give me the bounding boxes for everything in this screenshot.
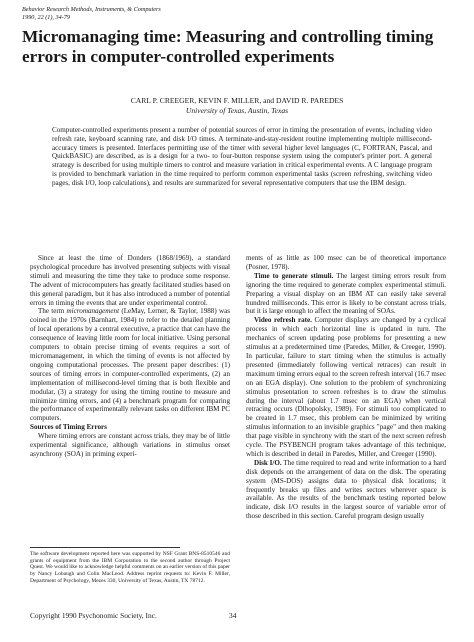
micromanagement-paragraph (30, 307, 230, 423)
journal-name: Behavior Research Methods, Instruments, & Computers (22, 6, 161, 13)
abstract: Computer-controlled experiments present a number of potential sources of error in timing the presentation of events, including video refresh rate, keyboard scanning rate, and disk I/O times. A terminate-and-stay-resident routine implementing multiple millisecond-accuracy timers is presented. Interfaces permitting use of the timer with several higher level languages (C, FORTRAN, Pascal, and QuickBASIC) are described, as is a design for a two- to four-button response system using the computer's printer port. A general strategy is described for using multiple timers to control and measure variation in critical experimental events. A C language program is provided to benchmark variation in the time required to perform common experimental tasks (screen refreshing, switching video pages, disk I/O, loop calculations), and results are summarized for several representative computers that use the IBM design. (52, 126, 432, 187)
paragraph-text: The term (38, 307, 67, 316)
paragraph-text: Computer displays are changed by a cyclical process in which each horizontal line is updated in turn. The mechanics of screen updating pose problems for presenting a new stimulus at a predetermined time (Paredes, Miller, & Creeger, 1990). In particular, failure to start timing when the stimulus is actually presented (immediately following vertical retraces) can result in maximum timing errors equal to the screen refresh interval (16.7 msec on an EGA display). One solution to the problem of synchronizing stimulus presentation to screen refreshes is to draw the stimulus during the interval (about 1.7 msec on an EGA) when vertical retracing occurs (Dlhopolsky, 1989). For stimuli too complicated to be created in 1.7 msec, this problem can be minimized by writing stimulus information to an invisible graphics "page" and then making that page visible in synchrony with the start of the next screen refresh cycle. The PSYBENCH program takes advantage of this technique, which is described in detail in Paredes, Miller, and Creeger (1990). (246, 316, 446, 458)
run-in-heading: Disk I/O. (254, 458, 282, 467)
stimuli-paragraph (246, 272, 446, 317)
run-in-heading: Video refresh rate. (254, 316, 312, 325)
run-in-heading: Time to generate stimuli. (254, 271, 334, 280)
refresh-paragraph (246, 316, 446, 459)
section-heading: Sources of Timing Errors (30, 423, 107, 432)
page-number: 34 (229, 611, 237, 620)
paragraph-text: The time required to read and write information to a hard disk depends on the arrangement of data on the disk. The operating system (MS-DOS) assigns data to physical disk locations; it frequently breaks up files and writes sectors wherever space is available. As the results of the benchmark testing reported below indicate, disk I/O results in the largest source of variable error of those described in this section. Careful program design usually (246, 458, 446, 521)
body-column-left (30, 254, 230, 459)
disk-io-paragraph (246, 459, 446, 521)
continued-paragraph: ments of as little as 100 msec can be of theoretical importance (Posner, 1978). (246, 254, 446, 271)
journal-volume: 1990, 22 (1), 34-79 (22, 13, 70, 21)
defined-term: micromanagement (66, 307, 120, 316)
timing-errors-paragraph: Where timing errors are constant across trials, they may be of little experimental significance, although variations in stimulus onset asynchrony (SOA) in priming experi- (30, 432, 230, 458)
author-affiliation: University of Texas, Austin, Texas (185, 106, 289, 115)
footnote: The software development reported here was supported by NSF Grant BNS-8510546 and grants of equipment from the IBM Corporation to the second author through Project Quest. We would like to acknowledge helpful comments on an earlier version of this paper by Nancy Lobaugh and Colin MacLeod. Address reprint requests to: Kevin F. Miller, Department of Psychology, Mezes 330, University of Texas, Austin, TX 78712. (30, 551, 230, 584)
intro-paragraph: Since at least the time of Donders (1868/1969), a standard psychological procedure has involved presenting subjects with visual stimuli and measuring the time they take to produce some response. The advent of microcomputers has greatly facilitated studies based on this general paradigm, but it has also introduced a number of potential errors in timing the events that are under experimental control. (30, 254, 230, 307)
article-title: Micromanaging time: Measuring and controlling timing errors in computer-controlled experiments (22, 27, 434, 66)
paragraph-text: (LeMay, Lerner, & Taylor, 1988) was coined in the 1970s (Barnhart, 1984) to refer to the detailed planning of local operations by a central executive, a practice that can have the consequence of leaving little room for local initiative. Using personal computers to obtain precise timing of events requires a sort of micromanagement, in which the timing of events is not affected by ongoing computational processes. The present paper describes: (1) sources of timing errors in computer-controlled experiments, (2) an implementation of millisecond-level timing that is both flexible and modular, (3) a strategy for using the timing routine to measure and minimize timing errors, and (4) a benchmark program for comparing the performance of experimentally relevant tasks on different IBM PC computers. (30, 307, 230, 423)
body-column-right (246, 254, 446, 521)
journal-citation (22, 6, 161, 21)
copyright-notice: Copyright 1990 Psychonomic Society, Inc. (30, 611, 157, 620)
footnote-divider (30, 547, 180, 548)
author-list: CARL P. CREEGER, KEVIN F. MILLER, and DAVID R. PAREDES (130, 96, 344, 105)
paragraph-text: The largest timing errors result from ignoring the time required to generate complex experimental stimuli. Preparing a visual display on an IBM AT can easily take several hundred milliseconds. This error is likely to be constant across trials, but it is large enough to affect the meaning of SOAs. (246, 271, 446, 316)
